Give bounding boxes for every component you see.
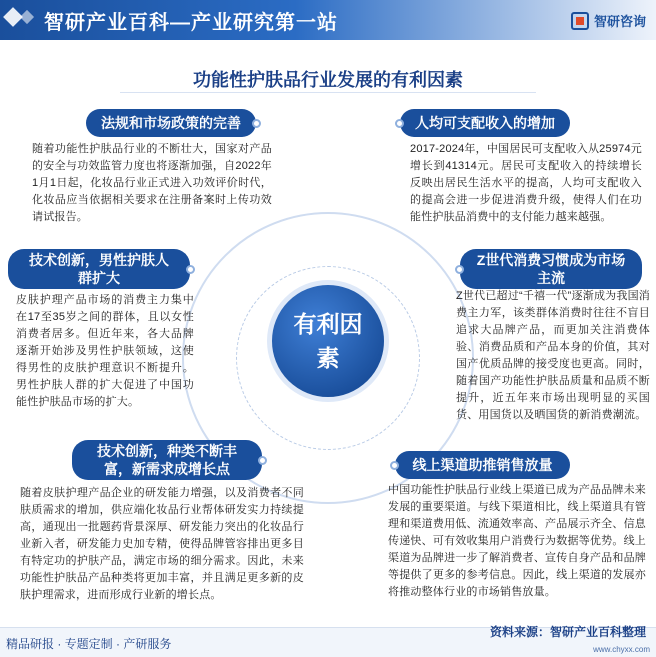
page-title: 功能性护肤品行业发展的有利因素 [193,70,463,90]
center-circle [267,280,389,402]
header-banner [0,0,656,40]
factor-title-text: 技术创新，种类不断丰富，新需求成增长点 [97,443,237,477]
factor-text-online-channel: 中国功能性护肤品行业线上渠道已成为产品品牌未来发展的重要渠道。与线下渠道相比，线上渠道具有管理和渠道费用低、流通效率高、产品展示齐全、信息传递快、可有效收集用户消费行为数据等优势。线上渠道为品牌进一步了解消费者、宣传自身产品和品牌等提供了更多的参考信息。因此，线上渠道的发展亦将推动整体行业的市场销售放量。 [388,484,646,598]
factor-title-text: 线上渠道助推销售放量 [412,457,553,473]
footer-services: 精品研报 · 专题定制 · 产研服务 [6,637,172,651]
brand-logo[interactable] [571,11,646,30]
logo-icon [571,12,589,30]
footer-url[interactable]: www.chyxx.com [593,645,650,654]
connector-dot [258,456,267,465]
factor-title-text: 法规和市场政策的完善 [101,115,241,131]
factor-title-male-skincare [8,249,190,289]
factor-title-text: 人均可支配收入的增加 [415,115,555,131]
connector-dot [390,461,399,470]
logo-text: 智研咨询 [593,14,646,29]
site-title: 智研产业百科—产业研究第一站 [44,12,338,34]
title-divider [120,92,536,93]
connector-dot [186,265,195,274]
connector-dot [455,265,464,274]
factor-title-regulation [86,109,256,137]
factor-title-text: Z世代消费习惯成为市场主流 [476,252,626,286]
factor-text-regulation: 随着功能性护肤品行业的不断壮大，国家对产品的安全与功效监管力度也将逐渐加强，自2022年1月1日起，化妆品行业正式进入功效评价时代，化妆品应当依据相关要求在注册备案时上传功效请试报告。 [32,143,272,223]
factor-title-gen-z [460,249,642,289]
connector-dot [395,119,404,128]
footer-bar [0,627,656,657]
footer-source: 资料来源：智研产业百科整理 [489,625,646,639]
diamond-icon [20,10,34,24]
factor-text-tech-innovation: 随着皮肤护理产品企业的研发能力增强，以及消费者不同肤质需求的增加，供应端化妆品行业帮体研发实力持续提高，通现出一批题药背景深厚、研发能力突出的化妆品行业新入者，研发能力史加专精，使得品牌管容排出更多目有特定功的护肤产品，满定市场的细分需求。因此，未来功能性护肤品产品种类将更加丰富，并且满足更多新的皮肤护理需求，进而形成行业新的增长点。 [20,487,304,601]
factor-text-income: 2017-2024年，中国居民可支配收入从25974元增长到41314元。居民可支配收入的持续增长反映出居民生活水平的提高，人均可支配收入的提高会进一步促进消费升级，使得人们在功能性护肤品消费中的支付能力越来越强。 [410,143,642,223]
factor-text-gen-z: Z世代已超过“千禧一代”逐渐成为我国消费主力军，该类群体消费时往往不盲目追求大品牌产品，而更加关注消费体验、消费品质和产品本身的价值，其对国产优质品牌的接受度也更高。同时，随着国产功能性护肤品质量和品质不断提升，近五年来市场出现明显的买国货、用国货以及晒国货的新消费潮流。 [456,290,650,421]
factor-title-online-channel [395,451,570,479]
factor-title-text: 技术创新，男性护肤人群扩大 [29,252,169,286]
factor-text-male-skincare: 皮肤护理产品市场的消费主力集中在17至35岁之间的群体，且以女性消费者居多。但近年来，各大品牌逐渐开始涉及男性护肤领域，这使得男性的皮肤护理意识不断提升。男性护肤人群的扩大促进了中国功能性护肤品市场的扩大。 [16,294,194,408]
factor-title-income [400,109,570,137]
center-label: 有利因素 [293,311,363,371]
connector-dot [252,119,261,128]
factor-title-tech-innovation [72,440,262,480]
